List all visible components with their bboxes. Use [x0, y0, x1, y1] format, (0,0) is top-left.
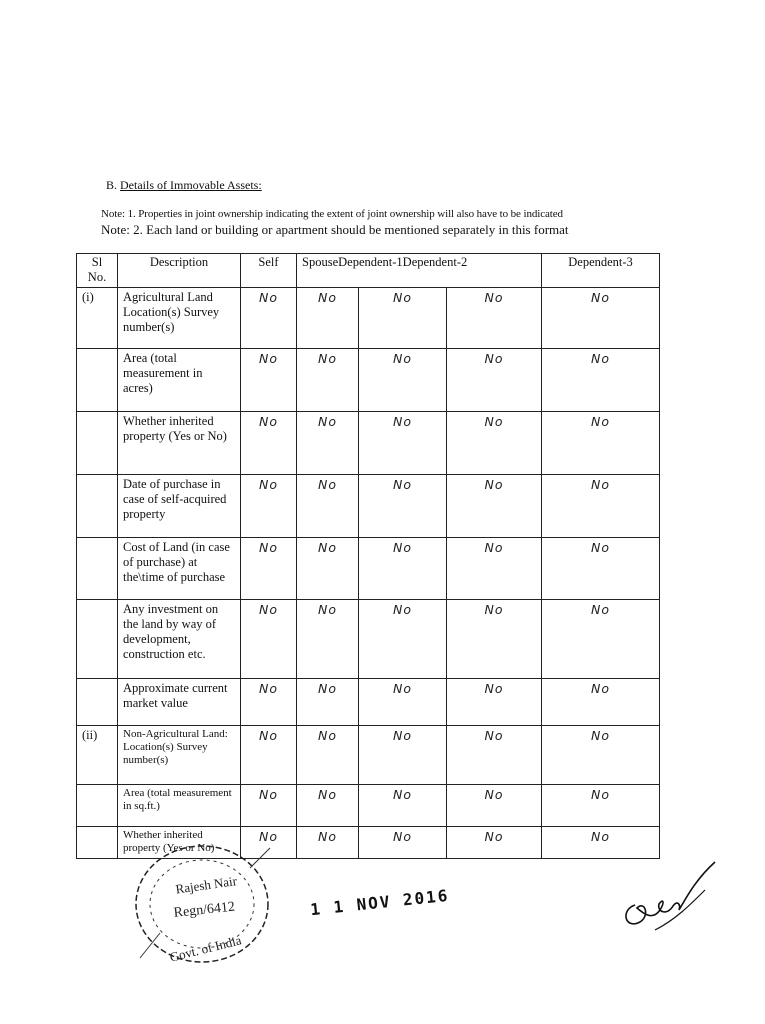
header-sl-no: Sl No. — [77, 254, 118, 288]
value-spouse: No — [297, 349, 359, 412]
value-dependent-1: No — [359, 600, 447, 679]
sl-number: (ii) — [77, 726, 118, 785]
value-dependent-2: No — [447, 827, 542, 859]
value-self: No — [241, 412, 297, 475]
row-description: Area (total measurement in sq.ft.) — [118, 785, 241, 827]
value-dependent-2: No — [447, 412, 542, 475]
stamp-regn: Regn/6412 — [173, 899, 236, 921]
value-dependent-1: No — [359, 679, 447, 726]
value-dependent-2: No — [447, 475, 542, 538]
row-description: Whether inherited property (Yes or No) — [118, 412, 241, 475]
row-description: Cost of Land (in case of purchase) at the\time of purchase — [118, 538, 241, 600]
sl-number-empty — [77, 412, 118, 475]
sl-number-empty — [77, 349, 118, 412]
row-description: Date of purchase in case of self-acquired property — [118, 475, 241, 538]
immovable-assets-table — [76, 253, 660, 859]
value-spouse: No — [297, 288, 359, 349]
section-title: Details of Immovable Assets: — [120, 178, 262, 192]
table-row — [77, 349, 660, 412]
table-row — [77, 538, 660, 600]
value-dependent-3: No — [542, 600, 660, 679]
table-row — [77, 679, 660, 726]
value-dependent-3: No — [542, 726, 660, 785]
row-description: Agricultural Land Location(s) Survey number(s) — [118, 288, 241, 349]
notary-stamp — [130, 838, 280, 968]
signature — [615, 860, 725, 940]
row-description: Approximate current market value — [118, 679, 241, 726]
note-2: Note: 2. Each land or building or apartment should be mentioned separately in this format — [101, 222, 569, 237]
value-dependent-2: No — [447, 726, 542, 785]
value-dependent-2: No — [447, 785, 542, 827]
value-dependent-3: No — [542, 538, 660, 600]
sl-number: (i) — [77, 288, 118, 349]
value-dependent-1: No — [359, 827, 447, 859]
value-self: No — [241, 288, 297, 349]
value-self: No — [241, 827, 297, 859]
value-spouse: No — [297, 679, 359, 726]
value-dependent-2: No — [447, 288, 542, 349]
row-description: Whether inherited property (Yes or No) — [118, 827, 241, 859]
table-row — [77, 726, 660, 785]
value-spouse: No — [297, 538, 359, 600]
value-self: No — [241, 600, 297, 679]
row-description: Non-Agricultural Land: Location(s) Survey number(s) — [118, 726, 241, 785]
value-dependent-3: No — [542, 288, 660, 349]
sl-number-empty — [77, 600, 118, 679]
value-dependent-1: No — [359, 726, 447, 785]
value-dependent-1: No — [359, 538, 447, 600]
value-dependent-1: No — [359, 785, 447, 827]
value-self: No — [241, 726, 297, 785]
row-description: Any investment on the land by way of development, construction etc. — [118, 600, 241, 679]
value-dependent-1: No — [359, 288, 447, 349]
value-self: No — [241, 538, 297, 600]
table-row — [77, 412, 660, 475]
value-spouse: No — [297, 785, 359, 827]
section-letter: B. — [106, 178, 118, 192]
value-dependent-3: No — [542, 785, 660, 827]
stamp-govt: Govt. of India — [168, 932, 243, 965]
note-1: Note: 1. Properties in joint ownership indicating the extent of joint ownership will also have to be indicated — [101, 208, 563, 220]
value-self: No — [241, 785, 297, 827]
header-dependent-3: Dependent-3 — [542, 254, 660, 288]
value-dependent-2: No — [447, 679, 542, 726]
table-header-row — [77, 254, 660, 288]
value-spouse: No — [297, 600, 359, 679]
value-self: No — [241, 475, 297, 538]
value-dependent-2: No — [447, 349, 542, 412]
sl-number-empty — [77, 827, 118, 859]
sl-number-empty — [77, 538, 118, 600]
value-dependent-2: No — [447, 538, 542, 600]
value-dependent-1: No — [359, 349, 447, 412]
sl-number-empty — [77, 475, 118, 538]
row-description: Area (total measurement in acres) — [118, 349, 241, 412]
header-spouse-dependents: SpouseDependent-1Dependent-2 — [297, 254, 542, 288]
value-dependent-3: No — [542, 349, 660, 412]
value-spouse: No — [297, 475, 359, 538]
section-heading — [106, 178, 262, 193]
table-row — [77, 288, 660, 349]
value-self: No — [241, 349, 297, 412]
value-dependent-1: No — [359, 412, 447, 475]
sl-number-empty — [77, 785, 118, 827]
value-spouse: No — [297, 726, 359, 785]
sl-number-empty — [77, 679, 118, 726]
table-row — [77, 600, 660, 679]
value-spouse: No — [297, 412, 359, 475]
date-stamp: 1 1 NOV 2016 — [309, 885, 451, 920]
value-self: No — [241, 679, 297, 726]
value-dependent-2: No — [447, 600, 542, 679]
value-dependent-3: No — [542, 412, 660, 475]
stamp-name: Rajesh Nair — [174, 873, 238, 897]
table-row — [77, 785, 660, 827]
value-dependent-3: No — [542, 679, 660, 726]
value-spouse: No — [297, 827, 359, 859]
value-dependent-3: No — [542, 475, 660, 538]
value-dependent-3: No — [542, 827, 660, 859]
header-self: Self — [241, 254, 297, 288]
header-description: Description — [118, 254, 241, 288]
value-dependent-1: No — [359, 475, 447, 538]
table-row — [77, 475, 660, 538]
